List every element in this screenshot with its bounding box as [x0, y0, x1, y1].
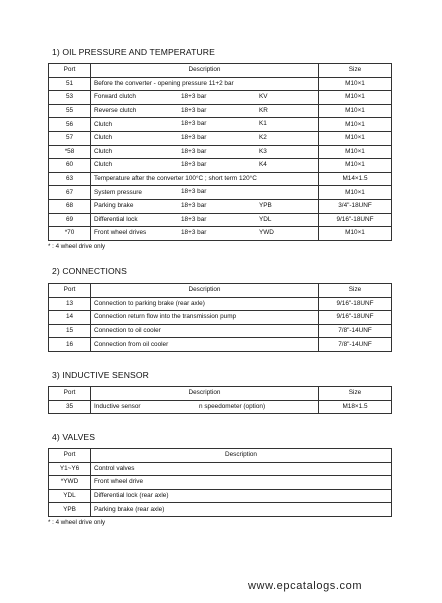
port-cell: YPB	[49, 503, 91, 517]
port-cell: Y1~Y6	[49, 462, 91, 476]
table-row	[49, 324, 392, 338]
description-text: Clutch	[94, 120, 113, 128]
header-size: Size	[319, 387, 392, 401]
port-cell: 57	[49, 131, 91, 145]
table-row	[49, 159, 392, 173]
port-cell: 56	[49, 118, 91, 132]
size-cell: M10×1	[319, 91, 392, 105]
header-description: Description	[91, 387, 319, 401]
port-cell: 68	[49, 199, 91, 213]
port-cell: *70	[49, 227, 91, 241]
description-extra: n speedometer (option)	[199, 402, 266, 410]
size-cell: M10×1	[319, 186, 392, 200]
size-cell: M14×1.5	[319, 172, 392, 186]
size-cell: 9/16"-18UNF	[319, 311, 392, 325]
port-cell: 35	[49, 400, 91, 414]
table-row	[49, 297, 392, 311]
size-cell: M10×1	[319, 145, 392, 159]
table-row	[49, 172, 392, 186]
section-title-connections: 2) CONNECTIONS	[52, 266, 127, 276]
inductive-sensor-table	[48, 386, 392, 414]
header-description: Description	[91, 449, 392, 463]
port-cell: 15	[49, 324, 91, 338]
oil-pressure-table	[48, 63, 392, 241]
description-text: Front wheel drives	[94, 229, 147, 237]
size-cell: 9/16"-18UNF	[319, 213, 392, 227]
description-cell	[91, 131, 319, 145]
port-cell: 53	[49, 91, 91, 105]
description-text: Clutch	[94, 147, 113, 155]
footnote-4wd: * : 4 wheel drive only	[48, 519, 106, 526]
description-text: Differential lock	[94, 215, 138, 223]
port-cell: 16	[49, 338, 91, 352]
description-cell	[91, 213, 319, 227]
header-port: Port	[49, 64, 91, 78]
description-cell	[91, 227, 319, 241]
description-cell: Control valves	[91, 462, 392, 476]
pressure-value: 18+3 bar	[181, 120, 207, 128]
table-row	[49, 338, 392, 352]
table-row	[49, 186, 392, 200]
size-cell: M10×1	[319, 118, 392, 132]
pressure-value: 18+3 bar	[181, 106, 207, 114]
table-row	[49, 400, 392, 414]
table-header-row	[49, 284, 392, 298]
size-cell: 3/4"-18UNF	[319, 199, 392, 213]
description-cell	[91, 91, 319, 105]
size-cell: M18×1.5	[319, 400, 392, 414]
description-cell: Differential lock (rear axle)	[91, 489, 392, 503]
port-cell: 55	[49, 104, 91, 118]
port-cell: *58	[49, 145, 91, 159]
table-row	[49, 489, 392, 503]
description-cell: Connection to parking brake (rear axle)	[91, 297, 319, 311]
description-cell: Connection from oil cooler	[91, 338, 319, 352]
port-code: K1	[259, 120, 267, 128]
pressure-value: 18+3 bar	[181, 133, 207, 141]
table-header-row	[49, 64, 392, 78]
description-cell	[91, 159, 319, 173]
pressure-value: 18+3 bar	[181, 147, 207, 155]
table-row	[49, 104, 392, 118]
description-cell	[91, 199, 319, 213]
header-size: Size	[319, 64, 392, 78]
section-title-inductive-sensor: 3) INDUCTIVE SENSOR	[52, 370, 149, 380]
table-row	[49, 91, 392, 105]
description-cell	[91, 118, 319, 132]
description-text: Clutch	[94, 134, 113, 142]
pressure-value: 18+3 bar	[181, 215, 207, 223]
table-row	[49, 227, 392, 241]
pressure-value: 18+3 bar	[181, 229, 207, 237]
table-header-row	[49, 449, 392, 463]
description-text: Before the converter - opening pressure 11+2 bar	[94, 79, 234, 87]
table-row	[49, 145, 392, 159]
header-description: Description	[91, 64, 319, 78]
description-text: Temperature after the converter 100°C ; short term 120°C	[94, 175, 257, 183]
table-row	[49, 213, 392, 227]
port-cell: YDL	[49, 489, 91, 503]
port-cell: 14	[49, 311, 91, 325]
size-cell: M10×1	[319, 227, 392, 241]
pressure-value: 18+3 bar	[181, 161, 207, 169]
port-code: KR	[259, 106, 268, 114]
port-code: YWD	[259, 229, 274, 237]
size-cell: M10×1	[319, 131, 392, 145]
port-cell: 63	[49, 172, 91, 186]
header-description: Description	[91, 284, 319, 298]
table-header-row	[49, 387, 392, 401]
pressure-value: 18+3 bar	[181, 188, 207, 196]
port-cell: 51	[49, 77, 91, 91]
pressure-value: 18+3 bar	[181, 201, 207, 209]
description-cell: Front wheel drive	[91, 476, 392, 490]
pressure-value: 18+3 bar	[181, 93, 207, 101]
description-text: Clutch	[94, 161, 113, 169]
description-text: Inductive sensor	[94, 402, 141, 410]
port-cell: *YWD	[49, 476, 91, 490]
section-title-valves: 4) VALVES	[52, 432, 96, 442]
description-cell	[91, 172, 319, 186]
header-port: Port	[49, 387, 91, 401]
footnote-4wd: * : 4 wheel drive only	[48, 243, 106, 250]
description-cell: Connection to oil cooler	[91, 324, 319, 338]
port-cell: 13	[49, 297, 91, 311]
size-cell: M10×1	[319, 104, 392, 118]
table-row	[49, 503, 392, 517]
size-cell: 9/16"-18UNF	[319, 297, 392, 311]
table-row	[49, 311, 392, 325]
header-port: Port	[49, 449, 91, 463]
header-size: Size	[319, 284, 392, 298]
port-code: YDL	[259, 215, 272, 223]
table-row	[49, 476, 392, 490]
port-cell: 69	[49, 213, 91, 227]
description-cell: Parking brake (rear axle)	[91, 503, 392, 517]
description-cell	[91, 186, 319, 200]
valves-table	[48, 448, 392, 517]
description-cell	[91, 400, 319, 414]
table-row	[49, 462, 392, 476]
description-cell: Connection return flow into the transmission pump	[91, 311, 319, 325]
description-cell	[91, 104, 319, 118]
size-cell: 7/8"-14UNF	[319, 338, 392, 352]
description-text: System pressure	[94, 188, 142, 196]
port-code: K3	[259, 147, 267, 155]
size-cell: M10×1	[319, 77, 392, 91]
header-port: Port	[49, 284, 91, 298]
description-cell	[91, 145, 319, 159]
table-row	[49, 131, 392, 145]
table-row	[49, 199, 392, 213]
description-cell	[91, 77, 319, 91]
size-cell: 7/8"-14UNF	[319, 324, 392, 338]
port-code: KV	[259, 93, 268, 101]
port-code: YPB	[259, 201, 272, 209]
table-row	[49, 118, 392, 132]
port-code: K2	[259, 133, 267, 141]
description-text: Reverse clutch	[94, 107, 137, 115]
table-row	[49, 77, 392, 91]
watermark-text: www.epcatalogs.com	[248, 580, 363, 592]
size-cell: M10×1	[319, 159, 392, 173]
description-text: Parking brake	[94, 202, 134, 210]
section-title-oil-pressure: 1) OIL PRESSURE AND TEMPERATURE	[52, 47, 215, 57]
port-cell: 60	[49, 159, 91, 173]
port-code: K4	[259, 161, 267, 169]
description-text: Forward clutch	[94, 93, 136, 101]
port-cell: 67	[49, 186, 91, 200]
connections-table	[48, 283, 392, 352]
